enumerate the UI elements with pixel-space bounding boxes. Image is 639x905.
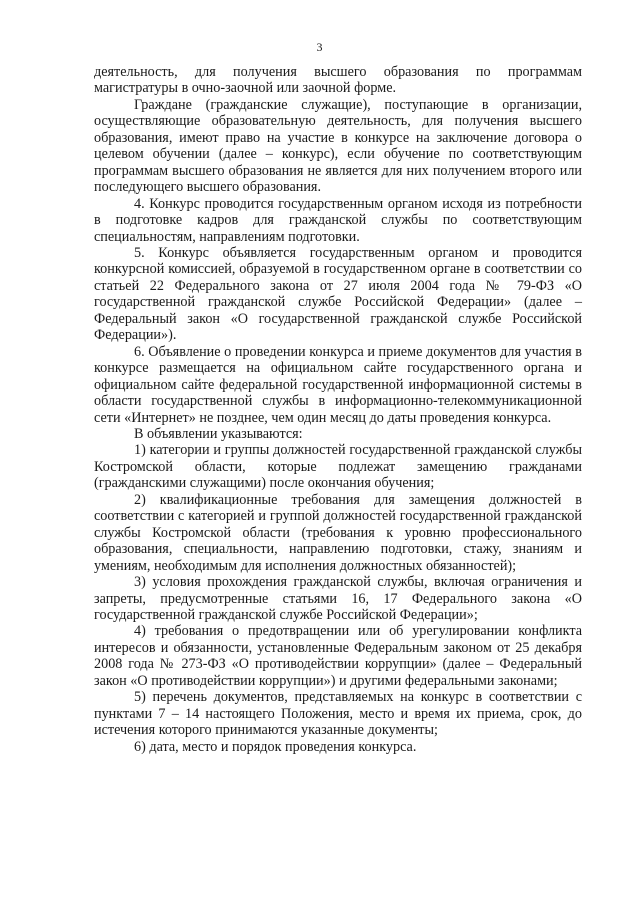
paragraph-announcement-intro: В объявлении указываются: (134, 425, 303, 442)
paragraph-continuation: деятельность, для получения высшего образования по программам магистратуры в очно-заочной или заочной форме. (94, 64, 582, 97)
list-item-2: 2) квалификационные требования для замещения должностей в соответствии с категорией и группой должностей государственной гражданской службы Костромской области (требования к уровню профессионального образования, специальности, направлению подготовки, стажу, знаниям и умениям, необходимым для исполнения должностных обязанностей); (94, 491, 582, 574)
page-number: 3 (316, 40, 323, 54)
paragraph-citizens-right: Граждане (гражданские служащие), поступающие в организации, осуществляющие образовательную деятельность, для получения высшего образования, имеют право на участие в конкурсе на заключение договора о целевом обучении (далее – конкурс), если обучение по соответствующим программам высшего образования не является для них получением второго или последующего высшего образования. (94, 96, 582, 196)
paragraph-item-6: 6. Объявление о проведении конкурса и приеме документов для участия в конкурсе размещается на официальном сайте государственного органа и официальном сайте федеральной государственной информационной системы в области государственной службы в информационно-телекоммуникационной сети «Интернет» не позднее, чем один месяц до даты проведения конкурса. (94, 343, 582, 426)
list-item-5: 5) перечень документов, представляемых на конкурс в соответствии с пунктами 7 – 14 настоящего Положения, место и время их приема, срок, до истечения которого принимаются указанные документы; (94, 689, 582, 739)
paragraph-item-5: 5. Конкурс объявляется государственным органом и проводится конкурсной комиссией, образуемой в государственном органе в соответствии со статьей 22 Федерального закона от 27 июля 2004 года № 79-ФЗ «О государственной гражданской службе Российской Федерации» (далее – Федеральный закон «О государственной гражданской службе Российской Федерации»). (94, 244, 582, 344)
document-body (94, 64, 582, 755)
paragraph-item-4: 4. Конкурс проводится государственным органом исходя из потребности в подготовке кадров для гражданской службы по соответствующим специальностям, направлениям подготовки. (94, 195, 582, 245)
list-item-3: 3) условия прохождения гражданской службы, включая ограничения и запреты, предусмотренные статьями 16, 17 Федерального закона «О государственной гражданской службе Российской Федерации»; (94, 574, 582, 623)
list-item-6: 6) дата, место и порядок проведения конкурса. (134, 738, 417, 755)
list-item-1: 1) категории и группы должностей государственной гражданской службы Костромской области, которые подлежат замещению гражданами (гражданскими служащими) после окончания обучения; (94, 442, 582, 492)
list-item-4: 4) требования о предотвращении или об урегулировании конфликта интересов и обязанности, установленные Федеральным законом от 25 декабря 2008 года № 273-ФЗ «О противодействии коррупции» (далее – Федеральный закон «О противодействии коррупции») и другими федеральными законами; (94, 623, 582, 689)
